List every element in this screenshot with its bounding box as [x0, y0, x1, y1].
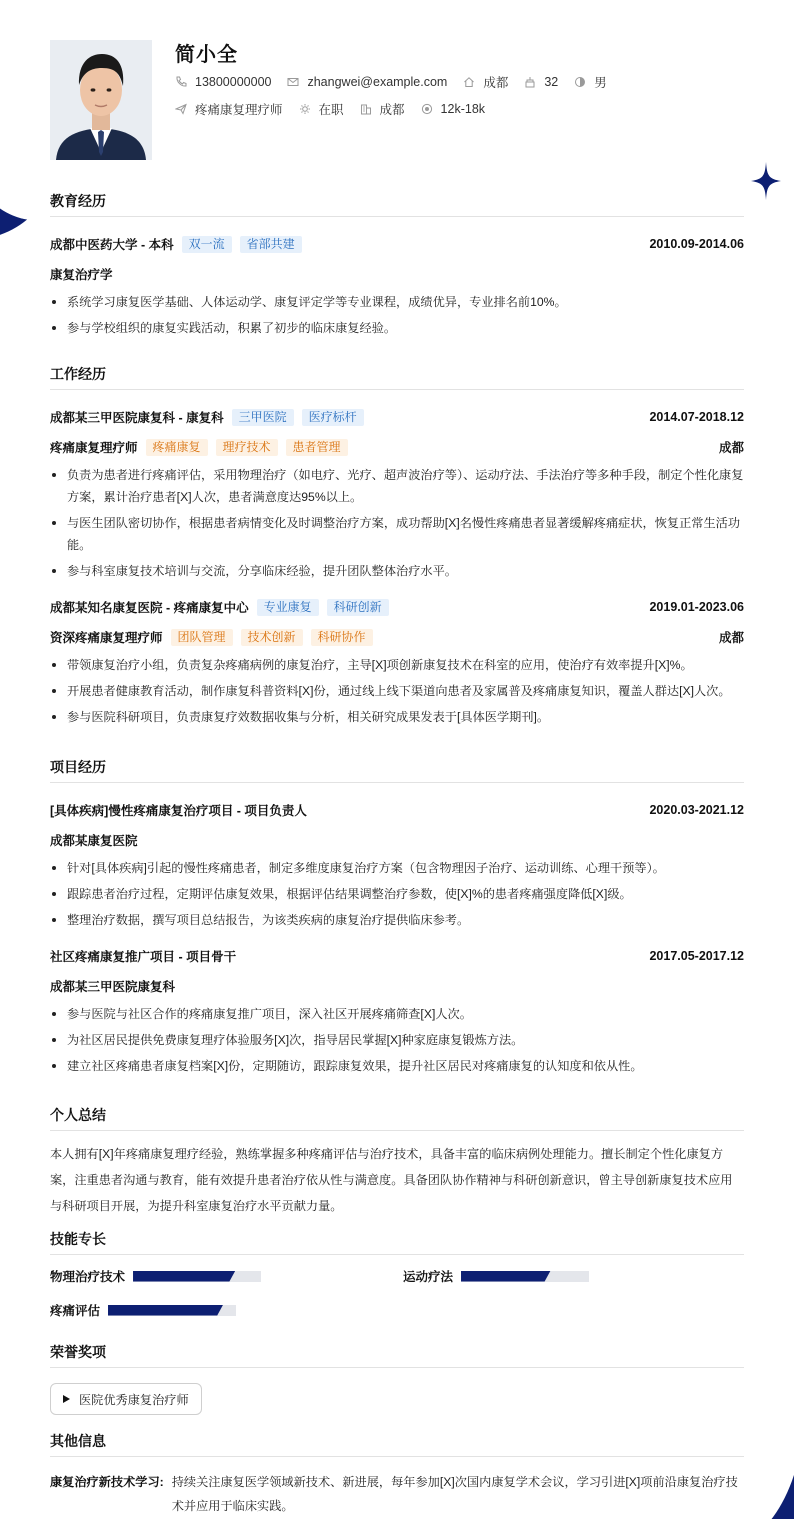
role-tag: 患者管理	[286, 439, 348, 456]
list-item: 跟踪患者治疗过程，定期评估康复效果，根据评估结果调整治疗参数，使[X]%的患者疼痛强度降低[X]级。	[50, 883, 744, 905]
project-bullets	[50, 1003, 744, 1077]
list-item: 为社区居民提供免费康复理疗体验服务[X]次，指导居民掌握[X]种家庭康复锻炼方法。	[50, 1029, 744, 1051]
other-section	[50, 1431, 744, 1518]
skills-section	[50, 1229, 744, 1319]
list-item: 系统学习康复医学基础、人体运动学、康复评定学等专业课程，成绩优异，专业排名前10%。	[50, 291, 744, 313]
org-name: 成都某知名康复医院 - 疼痛康复中心	[50, 601, 249, 615]
skill-name: 运动疗法	[403, 1270, 454, 1284]
role-tag: 技术创新	[241, 629, 303, 646]
role-name: 疼痛康复理疗师	[50, 441, 138, 455]
skill-bar-fill	[108, 1305, 223, 1316]
phone-text: 13800000000	[195, 75, 272, 89]
list-item: 参与医院科研项目，负责康复疗效数据收集与分析，相关研究成果发表于[具体医学期刊]。	[50, 706, 744, 728]
home-icon	[463, 76, 475, 88]
role-tag: 理疗技术	[216, 439, 278, 456]
send-icon	[175, 103, 187, 115]
awards-section	[50, 1342, 744, 1415]
org-tag: 科研创新	[327, 599, 389, 616]
salary-text: 12k-18k	[440, 102, 486, 116]
education-section	[50, 191, 744, 339]
org-tag: 专业康复	[257, 599, 319, 616]
email-item	[287, 75, 447, 89]
skill-name: 疼痛评估	[50, 1304, 101, 1318]
project-date: 2020.03-2021.12	[649, 803, 744, 817]
salary-item	[421, 102, 485, 116]
summary-text: 本人拥有[X]年疼痛康复理疗经验，熟练掌握多种疼痛评估与治疗技术，具备丰富的临床病例处理能力。擅长制定个性化康复方案，注重患者沟通与教育，能有效提升患者治疗依从性与满意度。具备团队协作精神与科研创新意识，曾主导创新康复技术应用与科研项目开展，为提升科室康复治疗水平贡献力量。	[50, 1147, 733, 1213]
org-tag: 三甲医院	[232, 409, 294, 426]
major: 康复治疗学	[50, 268, 113, 282]
building-icon	[360, 103, 372, 115]
gender-text: 男	[594, 76, 607, 90]
org-tag: 医疗标杆	[302, 409, 364, 426]
other-label: 康复治疗新技术学习:	[50, 1475, 164, 1489]
target-city-item	[360, 100, 405, 118]
project-bullets	[50, 857, 744, 931]
list-item: 负责为患者进行疼痛评估，采用物理治疗（如电疗、光疗、超声波治疗等）、运动疗法、手法治疗等多种手段，制定个性化康复方案，累计治疗患者[X]人次，患者满意度达95%以上。	[50, 464, 744, 508]
list-item: 参与医院与社区合作的疼痛康复推广项目，深入社区开展疼痛筛查[X]人次。	[50, 1003, 744, 1025]
role-tag: 团队管理	[171, 629, 233, 646]
list-item: 参与学校组织的康复实践活动，积累了初步的临床康复经验。	[50, 317, 744, 339]
school-name: 成都中医药大学 - 本科	[50, 238, 174, 252]
salary-icon	[421, 103, 433, 115]
section-title: 技能专长	[50, 1229, 744, 1255]
sparkle-icon	[751, 162, 781, 200]
work-date: 2019.01-2023.06	[649, 600, 744, 614]
other-item	[50, 1470, 744, 1518]
status-item	[299, 100, 344, 118]
avatar	[50, 40, 152, 160]
skill-item	[50, 1301, 236, 1319]
work-bullets	[50, 464, 744, 582]
project-org: 成都某康复医院	[50, 834, 138, 848]
other-text: 持续关注康复医学领域新技术、新进展，每年参加[X]次国内康复学术会议，学习引进[X]项前沿康复治疗技术并应用于临床实践。	[171, 1475, 738, 1513]
work-location: 成都	[718, 441, 744, 455]
age-text: 32	[544, 75, 559, 89]
list-item: 针对[具体疾病]引起的慢性疼痛患者，制定多维度康复治疗方案（包含物理因子治疗、运动训练、心理干预等）。	[50, 857, 744, 879]
section-title: 工作经历	[50, 364, 744, 390]
section-title: 荣誉奖项	[50, 1342, 744, 1368]
skill-item	[50, 1267, 261, 1285]
school-tag: 省部共建	[240, 236, 302, 253]
project-title: 社区疼痛康复推广项目 - 项目骨干	[50, 950, 237, 964]
work-date: 2014.07-2018.12	[649, 410, 744, 424]
role-row	[50, 438, 744, 456]
list-item: 开展患者健康教育活动，制作康复科普资料[X]份，通过线上线下渠道向患者及家属普及疼痛康复知识，覆盖人群达[X]人次。	[50, 680, 744, 702]
list-item: 参与科室康复技术培训与交流，分享临床经验，提升团队整体治疗水平。	[50, 560, 744, 582]
project-org: 成都某三甲医院康复科	[50, 980, 176, 994]
job-intent-row	[175, 100, 501, 118]
candidate-name: 简小全	[175, 44, 238, 66]
gender-item	[574, 73, 607, 91]
role-tag: 疼痛康复	[146, 439, 208, 456]
role-name: 资深疼痛康复理疗师	[50, 631, 163, 645]
org-name: 成都某三甲医院康复科 - 康复科	[50, 411, 224, 425]
projects-section	[50, 757, 744, 1077]
skill-bar-fill	[133, 1271, 235, 1282]
section-title: 教育经历	[50, 191, 744, 217]
skill-bar	[108, 1305, 236, 1316]
school-tag: 双一流	[182, 236, 232, 253]
skill-bar	[133, 1271, 261, 1282]
work-header	[50, 598, 744, 616]
education-header	[50, 235, 744, 253]
section-title: 其他信息	[50, 1431, 744, 1457]
phone-icon	[175, 76, 187, 88]
phone-item	[175, 75, 271, 89]
age-item	[524, 75, 558, 89]
gender-icon	[574, 76, 586, 88]
play-icon	[63, 1395, 70, 1403]
project-title: [具体疾病]慢性疼痛康复治疗项目 - 项目负责人	[50, 804, 307, 818]
list-item: 建立社区疼痛患者康复档案[X]份，定期随访，跟踪康复效果，提升社区居民对疼痛康复的认知度和依从性。	[50, 1055, 744, 1077]
target-city-text: 成都	[379, 103, 405, 117]
city-item	[463, 73, 508, 91]
skill-item	[403, 1267, 589, 1285]
work-header	[50, 408, 744, 426]
skill-bar	[461, 1271, 589, 1282]
resume-header	[50, 0, 744, 160]
award-badge	[50, 1383, 202, 1415]
work-location: 成都	[718, 631, 744, 645]
award-name: 医院优秀康复治疗师	[79, 1392, 189, 1407]
education-date: 2010.09-2014.06	[649, 237, 744, 251]
status-icon	[299, 103, 311, 115]
project-header	[50, 801, 744, 819]
list-item: 整理治疗数据，撰写项目总结报告，为该类疾病的康复治疗提供临床参考。	[50, 909, 744, 931]
skill-name: 物理治疗技术	[50, 1270, 126, 1284]
status-text: 在职	[318, 103, 344, 117]
section-title: 个人总结	[50, 1105, 744, 1131]
role-row	[50, 628, 744, 646]
resume-page	[50, 0, 744, 1513]
target-role-item	[175, 100, 283, 118]
work-bullets	[50, 654, 744, 728]
age-icon	[524, 76, 536, 88]
skill-bar-fill	[461, 1271, 551, 1282]
list-item: 带领康复治疗小组，负责复杂疼痛病例的康复治疗，主导[X]项创新康复技术在科室的应用，使治疗有效率提升[X]%。	[50, 654, 744, 676]
city-text: 成都	[483, 76, 509, 90]
education-bullets	[50, 291, 744, 339]
target-role-text: 疼痛康复理疗师	[195, 103, 283, 117]
project-header	[50, 947, 744, 965]
mail-icon	[287, 76, 299, 88]
work-section	[50, 364, 744, 728]
section-title: 项目经历	[50, 757, 744, 783]
list-item: 与医生团队密切协作，根据患者病情变化及时调整治疗方案，成功帮助[X]名慢性疼痛患者显著缓解疼痛症状，恢复正常生活功能。	[50, 512, 744, 556]
email-text: zhangwei@example.com	[307, 75, 448, 89]
contact-row	[175, 73, 623, 91]
summary-section	[50, 1105, 744, 1219]
project-date: 2017.05-2017.12	[649, 949, 744, 963]
role-tag: 科研协作	[311, 629, 373, 646]
